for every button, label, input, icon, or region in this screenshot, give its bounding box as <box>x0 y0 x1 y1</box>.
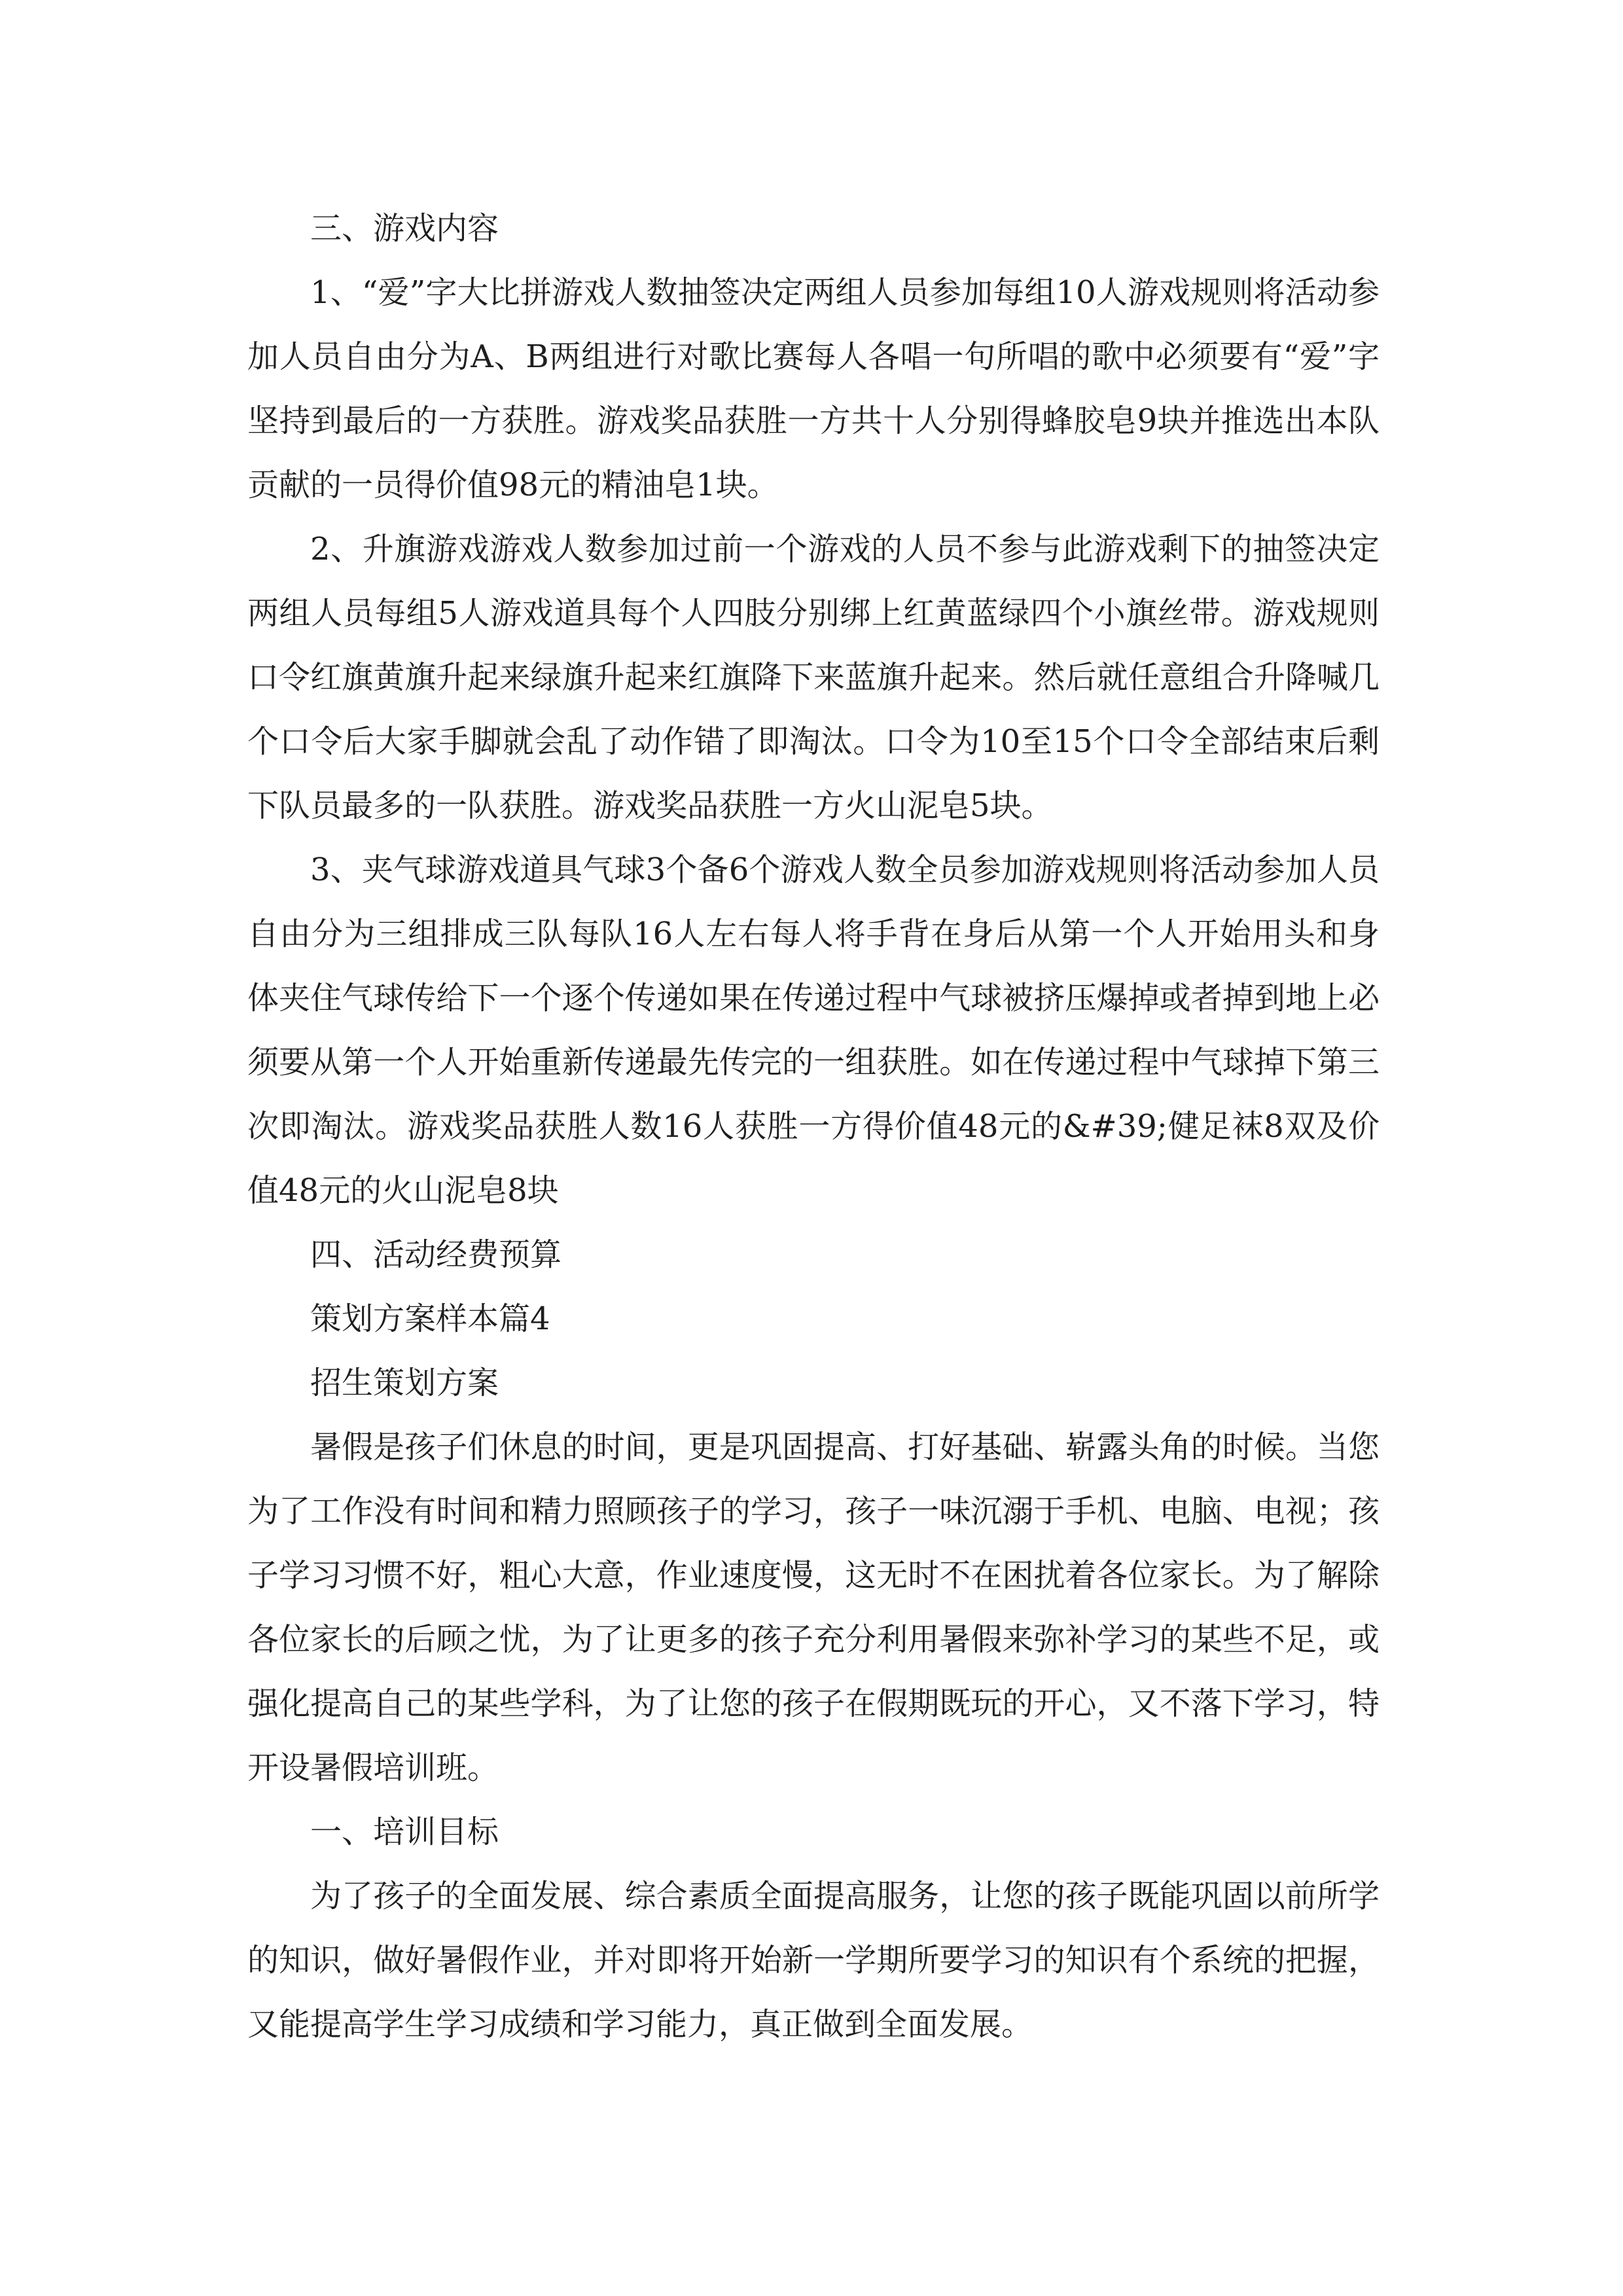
paragraph-game-1: 1、“爱”字大比拼游戏人数抽签决定两组人员参加每组10人游戏规则将活动参加人员自由分为A、B两组进行对歌比赛每人各唱一句所唱的歌中必须要有“爱”字坚持到最后的一方获胜。游戏奖品获胜一方共十人分别得蜂胶皂9块并推选出本队贡献的一员得价值98元的精油皂1块。 <box>247 274 1380 503</box>
paragraph-intro: 暑假是孩子们休息的时间，更是巩固提高、打好基础、崭露头角的时候。当您为了工作没有时间和精力照顾孩子的学习，孩子一味沉溺于手机、电脑、电视；孩子学习习惯不好，粗心大意，作业速度慢，这无时不在困扰着各位家长。为了解除各位家长的后顾之忧，为了让更多的孩子充分利用暑假来弥补学习的某些不足，或强化提高自己的某些学科，为了让您的孩子在假期既玩的开心，又不落下学习，特开设暑假培训班。 <box>247 1429 1380 1786</box>
section-heading-budget: 四、活动经费预算 <box>310 1236 562 1273</box>
document-body <box>247 196 1380 2056</box>
section-heading-game-content: 三、游戏内容 <box>310 210 499 247</box>
paragraph-training-goal: 为了孩子的全面发展、综合素质全面提高服务，让您的孩子既能巩固以前所学的知识，做好暑假作业，并对即将开始新一学期所要学习的知识有个系统的把握，又能提高学生学习成绩和学习能力，真正做到全面发展。 <box>247 1878 1380 2043</box>
paragraph-game-3: 3、夹气球游戏道具气球3个备6个游戏人数全员参加游戏规则将活动参加人员自由分为三组排成三队每队16人左右每人将手背在身后从第一个人开始用头和身体夹住气球传给下一个逐个传递如果在传递过程中气球被挤压爆掉或者掉到地上必须要从第一个人开始重新传递最先传完的一组获胜。如在传递过程中气球掉下第三次即淘汰。游戏奖品获胜人数16人获胜一方得价值48元的&#39;健足袜8双及价值48元的火山泥皂8块 <box>247 852 1380 1209</box>
section-heading-training-goal: 一、培训目标 <box>310 1814 499 1850</box>
paragraph-game-2: 2、升旗游戏游戏人数参加过前一个游戏的人员不参与此游戏剩下的抽签决定两组人员每组5人游戏道具每个人四肢分别绑上红黄蓝绿四个小旗丝带。游戏规则口令红旗黄旗升起来绿旗升起来红旗降下来蓝旗升起来。然后就任意组合升降喊几个口令后大家手脚就会乱了动作错了即淘汰。口令为10至15个口令全部结束后剩下队员最多的一队获胜。游戏奖品获胜一方火山泥皂5块。 <box>247 531 1380 824</box>
plan-title: 招生策划方案 <box>310 1365 499 1401</box>
sample-title: 策划方案样本篇4 <box>310 1300 550 1337</box>
